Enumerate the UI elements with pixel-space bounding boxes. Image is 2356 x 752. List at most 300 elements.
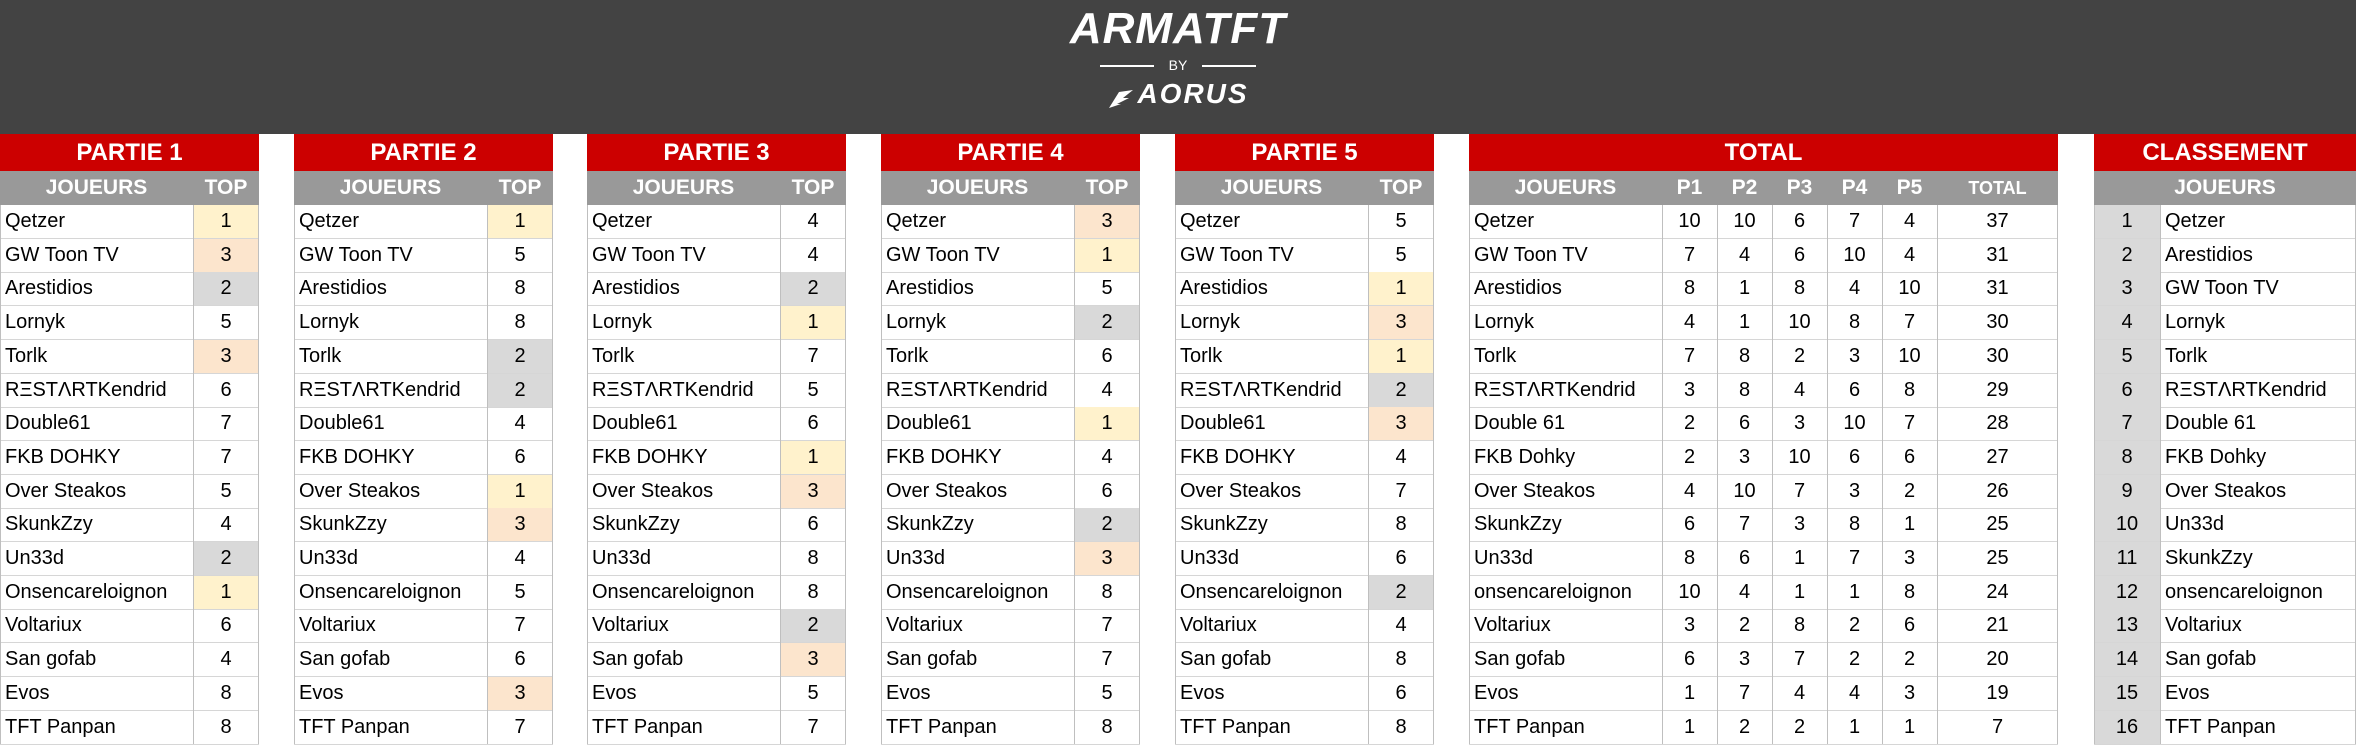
player-name: SkunkZzy [1474, 513, 1562, 536]
top-placement: 2 [1074, 508, 1140, 541]
grid-line [552, 205, 553, 744]
player-name: Lornyk [1180, 311, 1241, 334]
total-score: 28 [1986, 412, 2009, 435]
player-name: RΞSTΛRTKendrid [5, 378, 167, 401]
partie-score: 4 [1848, 681, 1861, 704]
total-panel [1469, 134, 2058, 752]
column-header-row [1175, 171, 1434, 205]
top-placement: 7 [514, 715, 526, 738]
partie-score: 3 [1848, 479, 1861, 502]
partie-panel-2 [294, 134, 553, 752]
table-row [587, 239, 846, 273]
partie-score: 7 [1903, 412, 1916, 435]
table-row [2094, 239, 2356, 273]
top-placement: 3 [1074, 205, 1140, 238]
table-row [1469, 272, 2058, 306]
table-row [881, 677, 1140, 711]
grid-line [2094, 205, 2095, 744]
grid-line [1469, 205, 1470, 744]
player-name: Torlk [886, 344, 929, 367]
partie-score: 3 [1683, 614, 1696, 637]
col-header-top: TOP [1085, 176, 1129, 199]
partie-score: 2 [1903, 648, 1916, 671]
table-row [881, 340, 1140, 374]
player-name: GW Toon TV [299, 243, 413, 266]
player-name: TFT Panpan [1474, 715, 1585, 738]
top-placement: 7 [1101, 648, 1113, 671]
grid-line [881, 205, 882, 744]
table-row [294, 272, 553, 306]
top-placement: 2 [780, 609, 846, 642]
col-header-joueurs: JOUEURS [45, 176, 148, 199]
table-row [2094, 576, 2356, 610]
total-score: 25 [1986, 547, 2009, 569]
table-row [294, 609, 553, 643]
table-row [881, 441, 1140, 475]
total-score: 29 [1986, 378, 2009, 401]
partie-score: 4 [1738, 243, 1751, 266]
table-row [1175, 306, 1434, 340]
partie-score: 6 [1793, 243, 1806, 266]
top-placement: 7 [514, 614, 526, 637]
top-placement: 1 [193, 576, 259, 609]
col-header-p3: P3 [1786, 176, 1813, 199]
table-row [587, 576, 846, 610]
col-header-top: TOP [791, 176, 835, 199]
top-placement: 4 [1395, 445, 1407, 468]
partie-score: 10 [1788, 445, 1811, 468]
table-row [0, 407, 259, 441]
partie-score: 3 [1738, 648, 1751, 671]
col-header-top: TOP [498, 176, 542, 199]
table-row [881, 609, 1140, 643]
rank-number: 8 [2094, 441, 2160, 474]
table-row [1175, 576, 1434, 610]
table-row [587, 609, 846, 643]
partie-score: 8 [1683, 547, 1696, 569]
top-placement: 4 [514, 547, 526, 569]
grid-line [487, 205, 488, 744]
player-name: San gofab [2165, 648, 2257, 671]
table-row [0, 542, 259, 576]
top-placement: 4 [514, 412, 526, 435]
top-placement: 3 [1074, 542, 1140, 575]
player-name: Un33d [592, 547, 651, 569]
grid-line [1175, 205, 1176, 744]
player-name: onsencareloignon [2165, 580, 2323, 603]
partie-score: 1 [1848, 580, 1861, 603]
column-header-row [294, 171, 553, 205]
partie-score: 2 [1903, 479, 1916, 502]
table-row [1469, 340, 2058, 374]
player-name: Double 61 [2165, 412, 2257, 435]
player-name: Lornyk [886, 311, 947, 334]
table-row [881, 272, 1140, 306]
table-row [2094, 542, 2356, 576]
partie-score: 4 [1683, 311, 1696, 334]
top-placement: 8 [807, 580, 819, 603]
player-name: Un33d [1180, 547, 1239, 569]
top-placement: 4 [807, 243, 819, 266]
top-placement: 3 [487, 508, 553, 541]
top-placement: 7 [807, 715, 819, 738]
partie-panel-5 [1175, 134, 1434, 752]
table-row [1175, 475, 1434, 509]
player-name: San gofab [5, 648, 97, 671]
header-banner [0, 0, 2356, 134]
total-score: 25 [1986, 513, 2009, 536]
table-row [1469, 609, 2058, 643]
partie-score: 8 [1793, 614, 1806, 637]
player-name: GW Toon TV [1180, 243, 1294, 266]
table-row [1175, 340, 1434, 374]
top-placement: 3 [1368, 306, 1434, 339]
player-name: San gofab [1180, 648, 1272, 671]
grid-line [1772, 205, 1773, 744]
partie-score: 6 [1848, 445, 1861, 468]
total-score: 19 [1986, 681, 2009, 704]
player-name: San gofab [592, 648, 684, 671]
table-row [294, 677, 553, 711]
table-row [1469, 407, 2058, 441]
partie-score: 2 [1683, 412, 1696, 435]
player-name: FKB DOHKY [592, 445, 708, 468]
col-header-p5: P5 [1896, 176, 1923, 199]
table-row [0, 205, 259, 239]
col-header-joueurs: JOUEURS [926, 176, 1029, 199]
col-header-joueurs: JOUEURS [2174, 176, 2276, 199]
table-row [0, 475, 259, 509]
player-name: Voltariux [5, 614, 82, 637]
table-row [294, 306, 553, 340]
top-placement: 8 [220, 681, 232, 704]
table-row [587, 542, 846, 576]
partie-score: 4 [1848, 277, 1861, 300]
table-row [881, 239, 1140, 273]
partie-score: 7 [1793, 479, 1806, 502]
partie-title: PARTIE 4 [881, 134, 1140, 171]
partie-score: 10 [1898, 344, 1921, 367]
player-name: Un33d [299, 547, 358, 569]
player-name: Voltariux [1180, 614, 1257, 637]
grid-line [1433, 205, 1434, 744]
table-row [1175, 407, 1434, 441]
top-placement: 6 [514, 648, 526, 671]
table-row [587, 407, 846, 441]
column-header-row [1469, 171, 2058, 205]
partie-score: 4 [1793, 681, 1806, 704]
table-row [587, 374, 846, 408]
partie-score: 6 [1683, 513, 1696, 536]
partie-score: 8 [1683, 277, 1696, 300]
partie-score: 6 [1738, 412, 1751, 435]
table-row [881, 711, 1140, 745]
top-placement: 1 [1074, 239, 1140, 272]
table-row [881, 205, 1140, 239]
player-name: Arestidios [5, 277, 93, 300]
top-placement: 8 [807, 547, 819, 569]
top-placement: 5 [514, 580, 526, 603]
table-row [881, 508, 1140, 542]
partie-score: 10 [1733, 479, 1756, 502]
table-row [1469, 508, 2058, 542]
player-name: SkunkZzy [886, 513, 974, 536]
top-placement: 1 [780, 441, 846, 474]
top-placement: 4 [220, 513, 232, 536]
table-row [1469, 643, 2058, 677]
table-row [1469, 306, 2058, 340]
partie-score: 8 [1738, 378, 1751, 401]
top-placement: 7 [807, 344, 819, 367]
table-row [1175, 711, 1434, 745]
partie-score: 10 [1733, 210, 1756, 232]
top-placement: 2 [487, 340, 553, 373]
top-placement: 3 [193, 340, 259, 373]
top-placement: 8 [514, 311, 526, 334]
top-placement: 5 [220, 311, 232, 334]
partie-score: 3 [1848, 344, 1861, 367]
col-header-joueurs: JOUEURS [632, 176, 735, 199]
top-placement: 1 [780, 306, 846, 339]
partie-score: 2 [1793, 344, 1806, 367]
table-row [1175, 239, 1434, 273]
player-name: SkunkZzy [2165, 547, 2253, 569]
table-row [1175, 508, 1434, 542]
player-name: Double 61 [1474, 412, 1566, 435]
grid-line [258, 205, 259, 744]
partie-score: 3 [1793, 412, 1806, 435]
rank-number: 9 [2094, 475, 2160, 508]
player-name: GW Toon TV [592, 243, 706, 266]
top-placement: 6 [1395, 681, 1407, 704]
table-row [294, 441, 553, 475]
player-name: Evos [5, 681, 50, 704]
partie-score: 7 [1848, 210, 1861, 232]
partie-score: 4 [1738, 580, 1751, 603]
top-placement: 1 [487, 475, 553, 508]
rank-number: 12 [2094, 576, 2160, 609]
total-score: 27 [1986, 445, 2009, 468]
top-placement: 3 [193, 239, 259, 272]
player-name: Voltariux [592, 614, 669, 637]
table-row [587, 306, 846, 340]
rank-number: 5 [2094, 340, 2160, 373]
table-row [294, 340, 553, 374]
player-name: Arestidios [1180, 277, 1268, 300]
player-name: Voltariux [886, 614, 963, 637]
player-name: Over Steakos [1180, 479, 1302, 502]
table-row [2094, 205, 2356, 239]
by-right-rule [1202, 65, 1256, 67]
top-placement: 4 [1101, 445, 1113, 468]
partie-title: PARTIE 1 [0, 134, 259, 171]
grid-line [1717, 205, 1718, 744]
partie-score: 7 [1683, 243, 1696, 266]
partie-score: 1 [1793, 580, 1806, 603]
total-score: 20 [1986, 648, 2009, 671]
top-placement: 5 [1101, 277, 1113, 300]
player-name: Arestidios [886, 277, 974, 300]
player-name: Qetzer [886, 210, 947, 232]
top-placement: 6 [220, 378, 232, 401]
table-row [587, 508, 846, 542]
table-row [2094, 643, 2356, 677]
sponsor-logo [0, 78, 2356, 110]
partie-score: 2 [1848, 614, 1861, 637]
player-name: Evos [886, 681, 931, 704]
table-row [881, 407, 1140, 441]
player-name: Double61 [299, 412, 385, 435]
player-name: Torlk [1180, 344, 1223, 367]
player-name: TFT Panpan [5, 715, 116, 738]
table-row [294, 475, 553, 509]
partie-score: 1 [1848, 715, 1861, 738]
player-name: RΞSTΛRTKendrid [1180, 378, 1342, 401]
table-row [2094, 475, 2356, 509]
player-name: Un33d [886, 547, 945, 569]
table-row [2094, 407, 2356, 441]
top-placement: 8 [220, 715, 232, 738]
table-row [0, 711, 259, 745]
classement-title: CLASSEMENT [2094, 134, 2356, 171]
table-row [0, 340, 259, 374]
top-placement: 5 [807, 681, 819, 704]
player-name: Torlk [2165, 344, 2208, 367]
table-row [1175, 677, 1434, 711]
table-row [1469, 475, 2058, 509]
partie-score: 4 [1903, 243, 1916, 266]
top-placement: 8 [514, 277, 526, 300]
table-row [587, 441, 846, 475]
player-name: Un33d [1474, 547, 1533, 569]
grid-line [0, 205, 1, 744]
top-placement: 8 [1395, 648, 1407, 671]
rank-number: 2 [2094, 239, 2160, 272]
top-placement: 7 [220, 412, 232, 435]
player-name: Lornyk [1474, 311, 1535, 334]
player-name: GW Toon TV [1474, 243, 1588, 266]
grid-line [294, 205, 295, 744]
partie-score: 1 [1683, 715, 1696, 738]
player-name: Lornyk [299, 311, 360, 334]
table-row [587, 272, 846, 306]
partie-score: 3 [1793, 513, 1806, 536]
player-name: Arestidios [1474, 277, 1562, 300]
player-name: SkunkZzy [299, 513, 387, 536]
by-separator [1100, 58, 1256, 72]
col-header-p4: P4 [1841, 176, 1868, 199]
player-name: Over Steakos [299, 479, 421, 502]
column-header-row [2094, 171, 2356, 205]
player-name: Evos [1180, 681, 1225, 704]
top-placement: 7 [220, 445, 232, 468]
top-placement: 1 [1368, 340, 1434, 373]
event-title: ARMATFT [1069, 4, 1287, 53]
player-name: Evos [299, 681, 344, 704]
top-placement: 6 [1101, 479, 1113, 502]
top-placement: 3 [780, 643, 846, 676]
table-row [2094, 272, 2356, 306]
player-name: FKB DOHKY [299, 445, 415, 468]
player-name: FKB DOHKY [1180, 445, 1296, 468]
partie-score: 7 [1738, 681, 1751, 704]
player-name: FKB DOHKY [5, 445, 121, 468]
player-name: Qetzer [1180, 210, 1241, 232]
player-name: Qetzer [299, 210, 360, 232]
top-placement: 8 [1395, 513, 1407, 536]
table-row [881, 643, 1140, 677]
top-placement: 3 [780, 475, 846, 508]
top-placement: 2 [780, 272, 846, 305]
partie-score: 2 [1793, 715, 1806, 738]
table-row [1175, 272, 1434, 306]
grid-line [2160, 205, 2161, 744]
rank-number: 10 [2094, 508, 2160, 541]
top-placement: 2 [1368, 576, 1434, 609]
col-header-joueurs: JOUEURS [339, 176, 442, 199]
col-header-joueurs: JOUEURS [1220, 176, 1323, 199]
table-row [1469, 576, 2058, 610]
player-name: TFT Panpan [592, 715, 703, 738]
table-row [0, 643, 259, 677]
player-name: RΞSTΛRTKendrid [299, 378, 461, 401]
grid-line [1937, 205, 1938, 744]
partie-score: 6 [1683, 648, 1696, 671]
table-row [294, 711, 553, 745]
player-name: Double61 [886, 412, 972, 435]
rank-number: 4 [2094, 306, 2160, 339]
player-name: Torlk [299, 344, 342, 367]
table-row [1469, 441, 2058, 475]
table-row [2094, 441, 2356, 475]
player-name: San gofab [299, 648, 391, 671]
player-name: GW Toon TV [5, 243, 119, 266]
player-name: SkunkZzy [5, 513, 93, 536]
top-placement: 5 [1395, 243, 1407, 266]
partie-score: 7 [1848, 547, 1861, 569]
table-row [881, 542, 1140, 576]
table-row [587, 677, 846, 711]
sponsor-name: AORUS [1137, 78, 1249, 109]
player-name: Double61 [592, 412, 678, 435]
table-row [294, 576, 553, 610]
player-name: Double61 [1180, 412, 1266, 435]
rank-number: 1 [2094, 205, 2160, 238]
total-score: 37 [1986, 210, 2009, 232]
player-name: Arestidios [299, 277, 387, 300]
player-name: Over Steakos [592, 479, 714, 502]
player-name: FKB Dohky [2165, 445, 2267, 468]
partie-score: 7 [1738, 513, 1751, 536]
top-placement: 5 [1395, 210, 1407, 232]
table-row [0, 374, 259, 408]
top-placement: 4 [220, 648, 232, 671]
col-header-top: TOP [1379, 176, 1423, 199]
player-name: TFT Panpan [886, 715, 997, 738]
partie-score: 10 [1678, 580, 1701, 603]
partie-score: 10 [1843, 412, 1866, 435]
partie-title: PARTIE 2 [294, 134, 553, 171]
top-placement: 2 [487, 374, 553, 407]
player-name: RΞSTΛRTKendrid [886, 378, 1048, 401]
table-row [294, 205, 553, 239]
player-name: GW Toon TV [886, 243, 1000, 266]
table-row [0, 272, 259, 306]
partie-score: 2 [1738, 614, 1751, 637]
table-row [587, 711, 846, 745]
partie-score: 8 [1848, 311, 1861, 334]
player-name: Evos [592, 681, 637, 704]
